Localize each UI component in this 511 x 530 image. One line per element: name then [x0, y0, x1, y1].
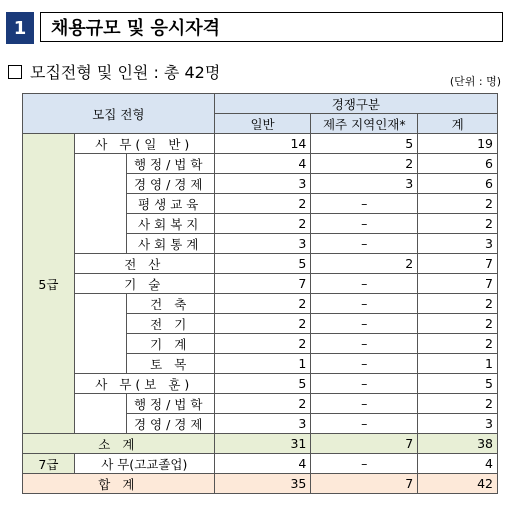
subtotal-row [23, 434, 498, 454]
cell-general: 2 [214, 334, 311, 354]
row-name: 사회복지 [126, 214, 214, 234]
table-row [23, 154, 498, 174]
row-name: 토 목 [126, 354, 214, 374]
cell-total: 6 [418, 154, 498, 174]
header-total: 계 [418, 114, 498, 134]
cell-jeju: – [311, 414, 418, 434]
cell-general: 5 [214, 374, 311, 394]
cell-jeju: – [311, 314, 418, 334]
row-name: 경영/경제 [126, 414, 214, 434]
table-row [23, 274, 498, 294]
cell-jeju: – [311, 214, 418, 234]
cell-general: 14 [214, 134, 311, 154]
cell-total: 2 [418, 314, 498, 334]
cell-jeju: 3 [311, 174, 418, 194]
table-row [23, 254, 498, 274]
cell-general: 7 [214, 274, 311, 294]
cell-total: 3 [418, 414, 498, 434]
table-row [23, 454, 498, 474]
cell-total: 2 [418, 394, 498, 414]
row-name: 기 계 [126, 334, 214, 354]
table-row [23, 374, 498, 394]
cell-jeju: – [311, 334, 418, 354]
section-title: 채용규모 및 응시자격 [40, 12, 503, 42]
row-name: 평생교육 [126, 194, 214, 214]
row-name: 행정/법학 [126, 394, 214, 414]
row-name: 행정/법학 [126, 154, 214, 174]
cell-general: 4 [214, 454, 311, 474]
cell-general: 2 [214, 294, 311, 314]
cell-total: 2 [418, 194, 498, 214]
cell-total: 1 [418, 354, 498, 374]
cell-total: 2 [418, 294, 498, 314]
indent-cell [74, 394, 126, 434]
cell-total: 6 [418, 174, 498, 194]
table-row [23, 394, 498, 414]
cell-general: 3 [214, 174, 311, 194]
row-name: 건 축 [126, 294, 214, 314]
cell-jeju: 2 [311, 154, 418, 174]
subtitle-text: 모집전형 및 인원 : 총 42명 [30, 63, 221, 82]
grade-5: 5급 [23, 134, 75, 434]
cell-general: 2 [214, 314, 311, 334]
row-name: 사 무(고교졸업) [74, 454, 214, 474]
row-name: 사회통계 [126, 234, 214, 254]
cell-total: 4 [418, 454, 498, 474]
cell-general: 5 [214, 254, 311, 274]
cell-general: 1 [214, 354, 311, 374]
recruitment-table [22, 93, 498, 494]
row-name: 사 무(일 반) [74, 134, 214, 154]
table-row [23, 134, 498, 154]
cell-jeju: – [311, 394, 418, 414]
cell-jeju: 7 [311, 474, 418, 494]
table-row [23, 294, 498, 314]
cell-total: 2 [418, 334, 498, 354]
row-name: 사 무(보 훈) [74, 374, 214, 394]
cell-total: 42 [418, 474, 498, 494]
cell-jeju: – [311, 454, 418, 474]
row-name: 합 계 [23, 474, 215, 494]
cell-total: 7 [418, 254, 498, 274]
cell-general: 3 [214, 414, 311, 434]
cell-total: 38 [418, 434, 498, 454]
cell-total: 19 [418, 134, 498, 154]
cell-jeju: 5 [311, 134, 418, 154]
cell-general: 3 [214, 234, 311, 254]
cell-total: 7 [418, 274, 498, 294]
row-name: 소 계 [23, 434, 215, 454]
cell-jeju: – [311, 374, 418, 394]
cell-general: 31 [214, 434, 311, 454]
cell-general: 35 [214, 474, 311, 494]
header-group: 경쟁구분 [214, 94, 497, 114]
indent-cell [74, 294, 126, 374]
section-title-bar [6, 12, 505, 44]
row-name: 전 기 [126, 314, 214, 334]
cell-general: 2 [214, 194, 311, 214]
cell-jeju: 2 [311, 254, 418, 274]
cell-general: 2 [214, 214, 311, 234]
cell-jeju: – [311, 354, 418, 374]
cell-general: 4 [214, 154, 311, 174]
cell-jeju: – [311, 274, 418, 294]
header-type: 모집 전형 [23, 94, 215, 134]
checkbox-square-icon [8, 65, 22, 79]
header-jeju: 제주 지역인재* [311, 114, 418, 134]
header-general: 일반 [214, 114, 311, 134]
subtitle [8, 60, 220, 83]
section-number: 1 [6, 12, 34, 44]
cell-total: 2 [418, 214, 498, 234]
unit-label: (단위 : 명) [449, 75, 501, 88]
cell-jeju: – [311, 194, 418, 214]
cell-jeju: 7 [311, 434, 418, 454]
cell-total: 5 [418, 374, 498, 394]
cell-jeju: – [311, 234, 418, 254]
indent-cell [74, 154, 126, 254]
grade-7: 7급 [23, 454, 75, 474]
cell-total: 3 [418, 234, 498, 254]
row-name: 경영/경제 [126, 174, 214, 194]
cell-general: 2 [214, 394, 311, 414]
row-name: 전 산 [74, 254, 214, 274]
cell-jeju: – [311, 294, 418, 314]
row-name: 기 술 [74, 274, 214, 294]
grand-total-row [23, 474, 498, 494]
